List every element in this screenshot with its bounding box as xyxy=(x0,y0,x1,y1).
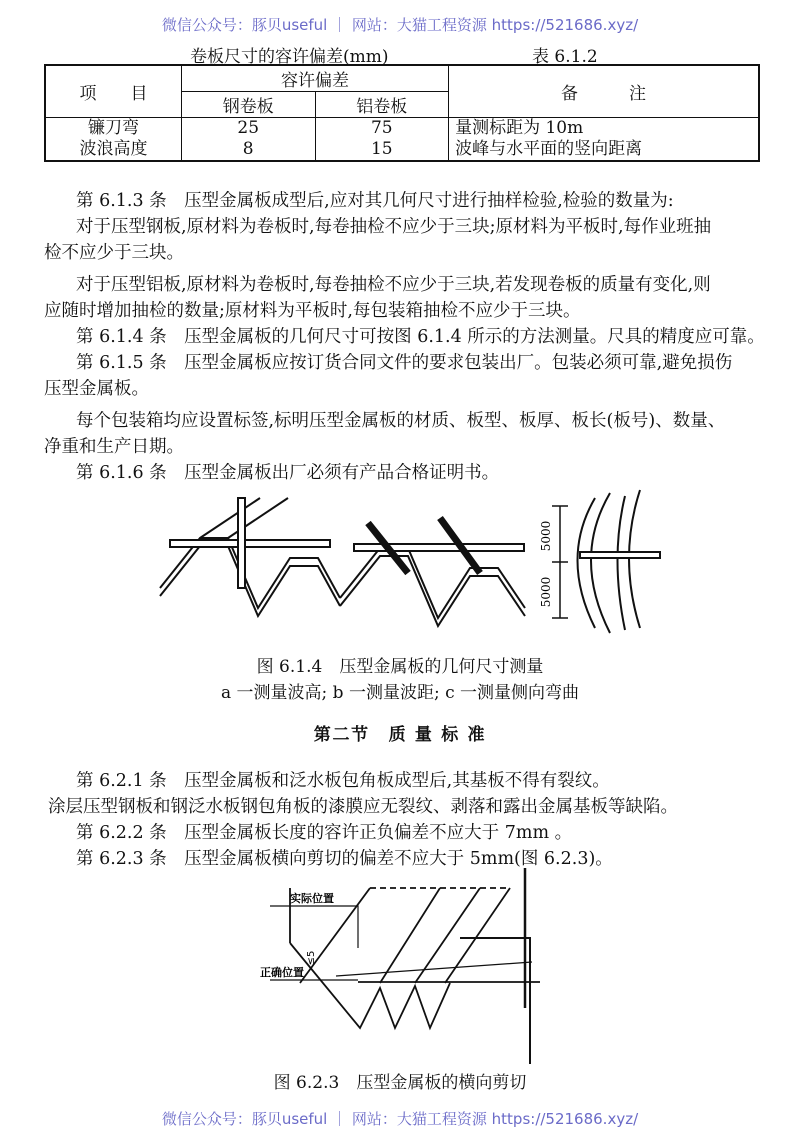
watermark-top: 微信公众号：豚贝useful ｜ 网站：大猫工程资源 https://521686.xyz/ xyxy=(161,16,639,34)
paragraph-continuation: 检不应少于三块。 xyxy=(44,243,184,263)
table-header-item: 项 目 xyxy=(45,65,181,118)
table-cell-steel: 25 xyxy=(181,118,315,140)
paragraph: 每个包装箱均应设置标签,标明压型金属板的材质、板型、板厚、板长(板号)、数量、 xyxy=(76,411,726,431)
quality-paragraphs xyxy=(48,768,770,872)
figure-b-profile xyxy=(340,518,525,626)
table-header-steel: 钢卷板 xyxy=(181,92,315,118)
figure-c-profile xyxy=(552,490,660,633)
table-header-alu: 铝卷板 xyxy=(315,92,449,118)
paragraph: 对于压型铝板,原材料为卷板时,每卷抽检不应少于三块,若发现卷板的质量有变化,则 xyxy=(76,275,711,295)
figure-a-profile xyxy=(160,498,340,616)
figure-6-2-3 xyxy=(240,868,560,1064)
table-cell-alu: 15 xyxy=(315,139,449,161)
figure-6-1-4-caption: 图 6.1.4 压型金属板的几何尺寸测量 xyxy=(256,657,544,677)
dim-label-shear: ≤5 xyxy=(306,950,317,966)
paragraph: 第 6.2.1 条 压型金属板和泛水板包角板成型后,其基板不得有裂纹。 xyxy=(76,771,610,791)
paragraph: 第 6.1.4 条 压型金属板的几何尺寸可按图 6.1.4 所示的方法测量。尺具的精度应可靠。 xyxy=(76,327,765,347)
paragraph: 第 6.2.2 条 压型金属板长度的容许正负偏差不应大于 7mm 。 xyxy=(76,823,573,843)
table-header-tolerance: 容许偏差 xyxy=(181,65,448,92)
body-paragraphs xyxy=(44,188,770,486)
paragraph-continuation: 应随时增加抽检的数量;原材料为平板时,每包装箱抽检不应少于三块。 xyxy=(44,301,581,321)
label-actual-position: 实际位置 xyxy=(290,892,334,905)
paragraph-continuation: 净重和生产日期。 xyxy=(44,437,184,457)
section-title: 第二节 质 量 标 准 xyxy=(313,725,487,745)
table-title: 卷板尺寸的容许偏差(mm) xyxy=(190,47,389,67)
table-row xyxy=(45,139,759,161)
figure-6-1-4-subcaption: a 一测量波高; b 一测量波距; c 一测量侧向弯曲 xyxy=(220,683,579,703)
paragraph: 第 6.1.6 条 压型金属板出厂必须有产品合格证明书。 xyxy=(76,463,500,483)
table-cell-steel: 8 xyxy=(181,139,315,161)
figure-6-1-4 xyxy=(140,478,680,638)
table-number: 表 6.1.2 xyxy=(532,47,598,67)
figure-6-2-3-caption: 图 6.2.3 压型金属板的横向剪切 xyxy=(273,1073,527,1093)
table-cell-note: 量测标距为 10m xyxy=(449,118,759,140)
tolerance-table xyxy=(44,64,760,162)
table-row xyxy=(45,118,759,140)
paragraph: 第 6.2.3 条 压型金属板横向剪切的偏差不应大于 5mm(图 6.2.3)。 xyxy=(76,849,613,869)
table-cell-item: 镰刀弯 xyxy=(45,118,181,140)
paragraph: 第 6.1.5 条 压型金属板应按订货合同文件的要求包装出厂。包装必须可靠,避免损伤 xyxy=(76,353,733,373)
dim-label-top: 5000 xyxy=(539,520,553,552)
paragraph-continuation: 压型金属板。 xyxy=(44,379,149,399)
dim-label-bottom: 5000 xyxy=(539,576,553,608)
watermark-bottom: 微信公众号：豚贝useful ｜ 网站：大猫工程资源 https://521686.xyz/ xyxy=(161,1110,639,1128)
paragraph: 对于压型钢板,原材料为卷板时,每卷抽检不应少于三块;原材料为平板时,每作业班抽 xyxy=(76,217,712,237)
label-correct-position: 正确位置 xyxy=(260,966,304,979)
paragraph: 第 6.1.3 条 压型金属板成型后,应对其几何尺寸进行抽样检验,检验的数量为: xyxy=(76,191,674,211)
table-cell-alu: 75 xyxy=(315,118,449,140)
paragraph: 涂层压型钢板和钢泛水板钢包角板的漆膜应无裂纹、剥落和露出金属基板等缺陷。 xyxy=(48,797,678,817)
table-cell-note: 波峰与水平面的竖向距离 xyxy=(449,139,759,161)
table-cell-item: 波浪高度 xyxy=(45,139,181,161)
table-header-note: 备 注 xyxy=(449,65,759,118)
